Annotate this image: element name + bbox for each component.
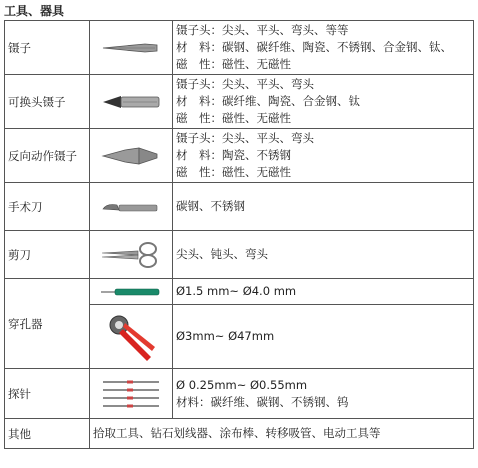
- scissors-icon: [90, 231, 173, 279]
- tool-description: [173, 279, 474, 305]
- description-line: 材 料：碳纤维、陶瓷、合金钢、钛: [176, 94, 360, 108]
- tools-table: [4, 20, 474, 449]
- tool-description: [173, 183, 474, 231]
- scalpel-icon: [90, 183, 173, 231]
- table-row: [5, 21, 474, 75]
- section-heading: 工具、器具: [4, 4, 65, 18]
- description-line: 碳钢、不锈钢: [176, 199, 245, 213]
- tool-name: 手术刀: [5, 183, 90, 231]
- reverse-action-tweezers-icon: [90, 129, 173, 183]
- description-line: 尖头、钝头、弯头: [176, 247, 268, 261]
- description-line: 材 料：碳钢、碳纤维、陶瓷、不锈钢、合金钢、钛、: [176, 40, 452, 54]
- hole-punch-plier-icon: [90, 305, 173, 369]
- description-line: Ø 0.25mm~ Ø0.55mm: [176, 377, 308, 392]
- description-line: 材料：碳纤维、碳钢、不锈钢、钨: [176, 394, 349, 409]
- tool-name: 反向动作镊子: [5, 129, 90, 183]
- tool-description: [173, 129, 474, 183]
- tool-name: 剪刀: [5, 231, 90, 279]
- replaceable-head-tweezers-icon: [90, 75, 173, 129]
- description-line: Ø3mm~ Ø47mm: [176, 329, 275, 343]
- table-row: [5, 369, 474, 419]
- tool-name: 穿孔器: [5, 279, 90, 369]
- table-row: [5, 129, 474, 183]
- tool-name: 探针: [5, 369, 90, 419]
- tool-name: 其他: [5, 419, 90, 449]
- table-row: [5, 279, 474, 305]
- tool-description: [173, 305, 474, 369]
- tool-name: 镊子: [5, 21, 90, 75]
- tool-description: [173, 231, 474, 279]
- description-line: 拾取工具、钻石划线器、涂布棒、转移吸管、电动工具等: [93, 426, 381, 440]
- description-line: 磁 性：磁性、无磁性: [176, 57, 291, 71]
- table-row: [5, 183, 474, 231]
- tweezers-icon: [90, 21, 173, 75]
- probe-needles-icon: [90, 369, 173, 419]
- description-line: 镊子头：尖头、平头、弯头: [176, 77, 314, 91]
- description-line: 磁 性：磁性、无磁性: [176, 111, 291, 125]
- description-line: Ø1.5 mm~ Ø4.0 mm: [176, 284, 297, 298]
- tool-description: [173, 75, 474, 129]
- table-row: [5, 75, 474, 129]
- table-row: [5, 419, 474, 449]
- description-line: 磁 性：磁性、无磁性: [176, 165, 291, 179]
- hole-punch-pen-icon: [90, 279, 173, 305]
- tool-name: 可换头镊子: [5, 75, 90, 129]
- tool-description: [173, 369, 474, 419]
- description-line: 镊子头：尖头、平头、弯头: [176, 131, 314, 145]
- description-line: 材 料：陶瓷、不锈钢: [176, 148, 291, 162]
- table-row: [5, 231, 474, 279]
- tool-description: [173, 21, 474, 75]
- tool-description: [90, 419, 474, 449]
- description-line: 镊子头：尖头、平头、弯头、等等: [176, 23, 349, 37]
